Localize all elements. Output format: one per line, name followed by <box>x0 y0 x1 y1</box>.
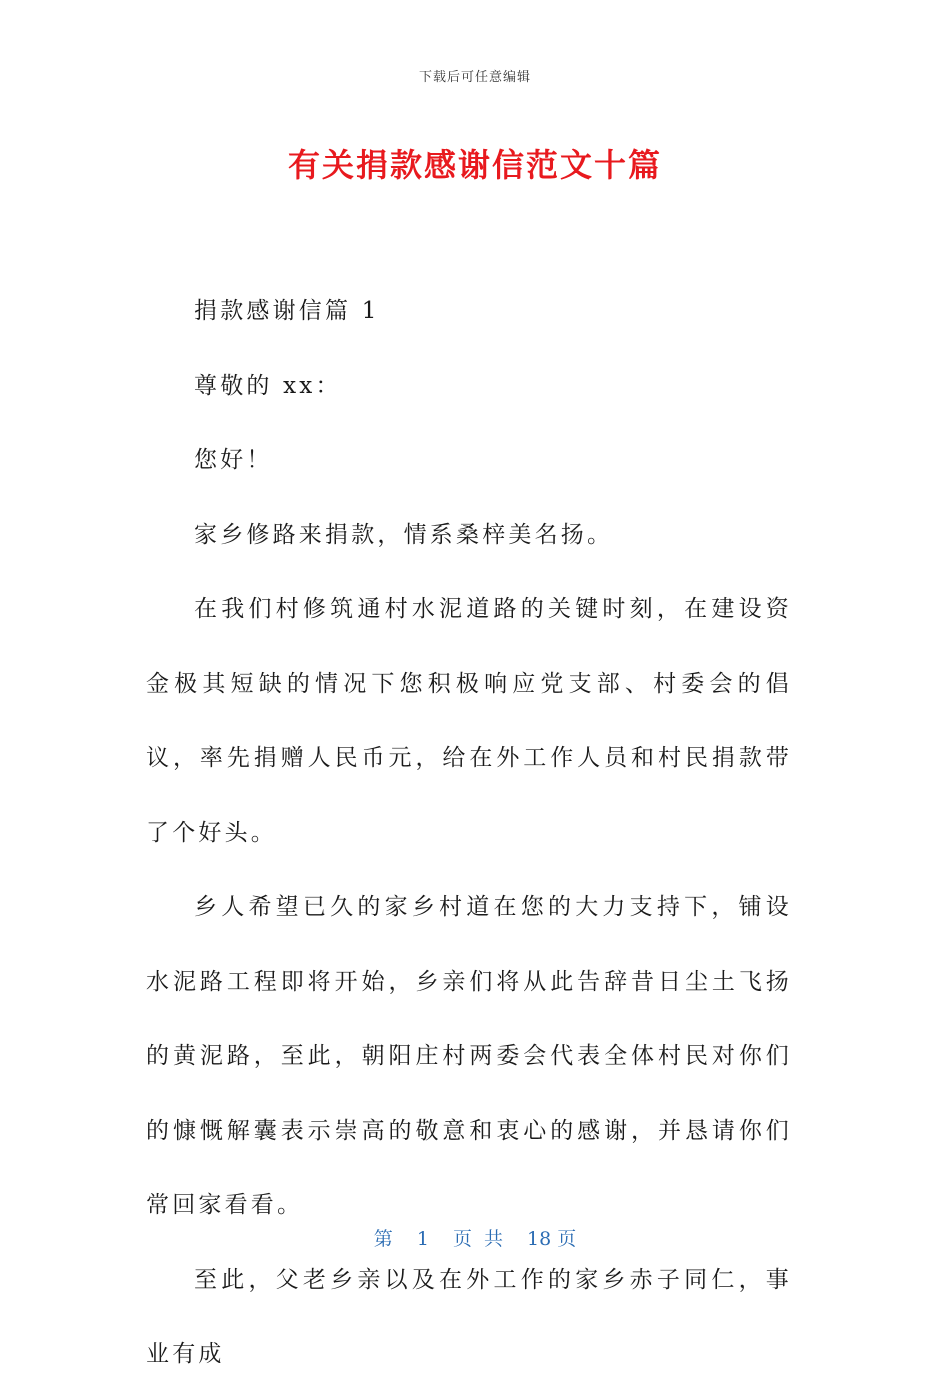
paragraph-greeting: 您好！ <box>194 447 273 473</box>
page-mid: 页 共 <box>452 1228 503 1250</box>
total-pages: 18 <box>527 1228 552 1250</box>
page-footer <box>0 1224 950 1251</box>
paragraph-section-heading: 捐款感谢信篇 1 <box>194 298 380 324</box>
paragraph: 家乡修路来捐款，情系桑梓美名扬。 <box>194 521 614 548</box>
header-note: 下载后可任意编辑 <box>418 70 531 85</box>
paragraph-salutation: 尊敬的 xx： <box>194 372 342 399</box>
page-prefix: 第 <box>373 1228 393 1250</box>
paragraph: 乡人希望已久的家乡村道在您的大力支持下，铺设水泥路工程即将开始，乡亲们将从此告辞昔日尘土飞扬的黄泥路，至此，朝阳庄村两委会代表全体村民对你们的慷慨解囊表示崇高的敬意和衷心的感谢，并恳请你们常回家看看。 <box>146 894 792 1218</box>
paragraph: 在我们村修筑通村水泥道路的关键时刻，在建设资金极其短缺的情况下您积极响应党支部、村委会的倡议，率先捐赠人民币元，给在外工作人员和村民捐款带了个好头。 <box>146 596 792 846</box>
paragraph: 至此，父老乡亲以及在外工作的家乡赤子同仁，事业有成 <box>146 1266 792 1367</box>
page-suffix: 页 <box>557 1228 577 1250</box>
current-page-number: 1 <box>416 1228 429 1250</box>
document-title: 有关捐款感谢信范文十篇 <box>287 146 662 184</box>
